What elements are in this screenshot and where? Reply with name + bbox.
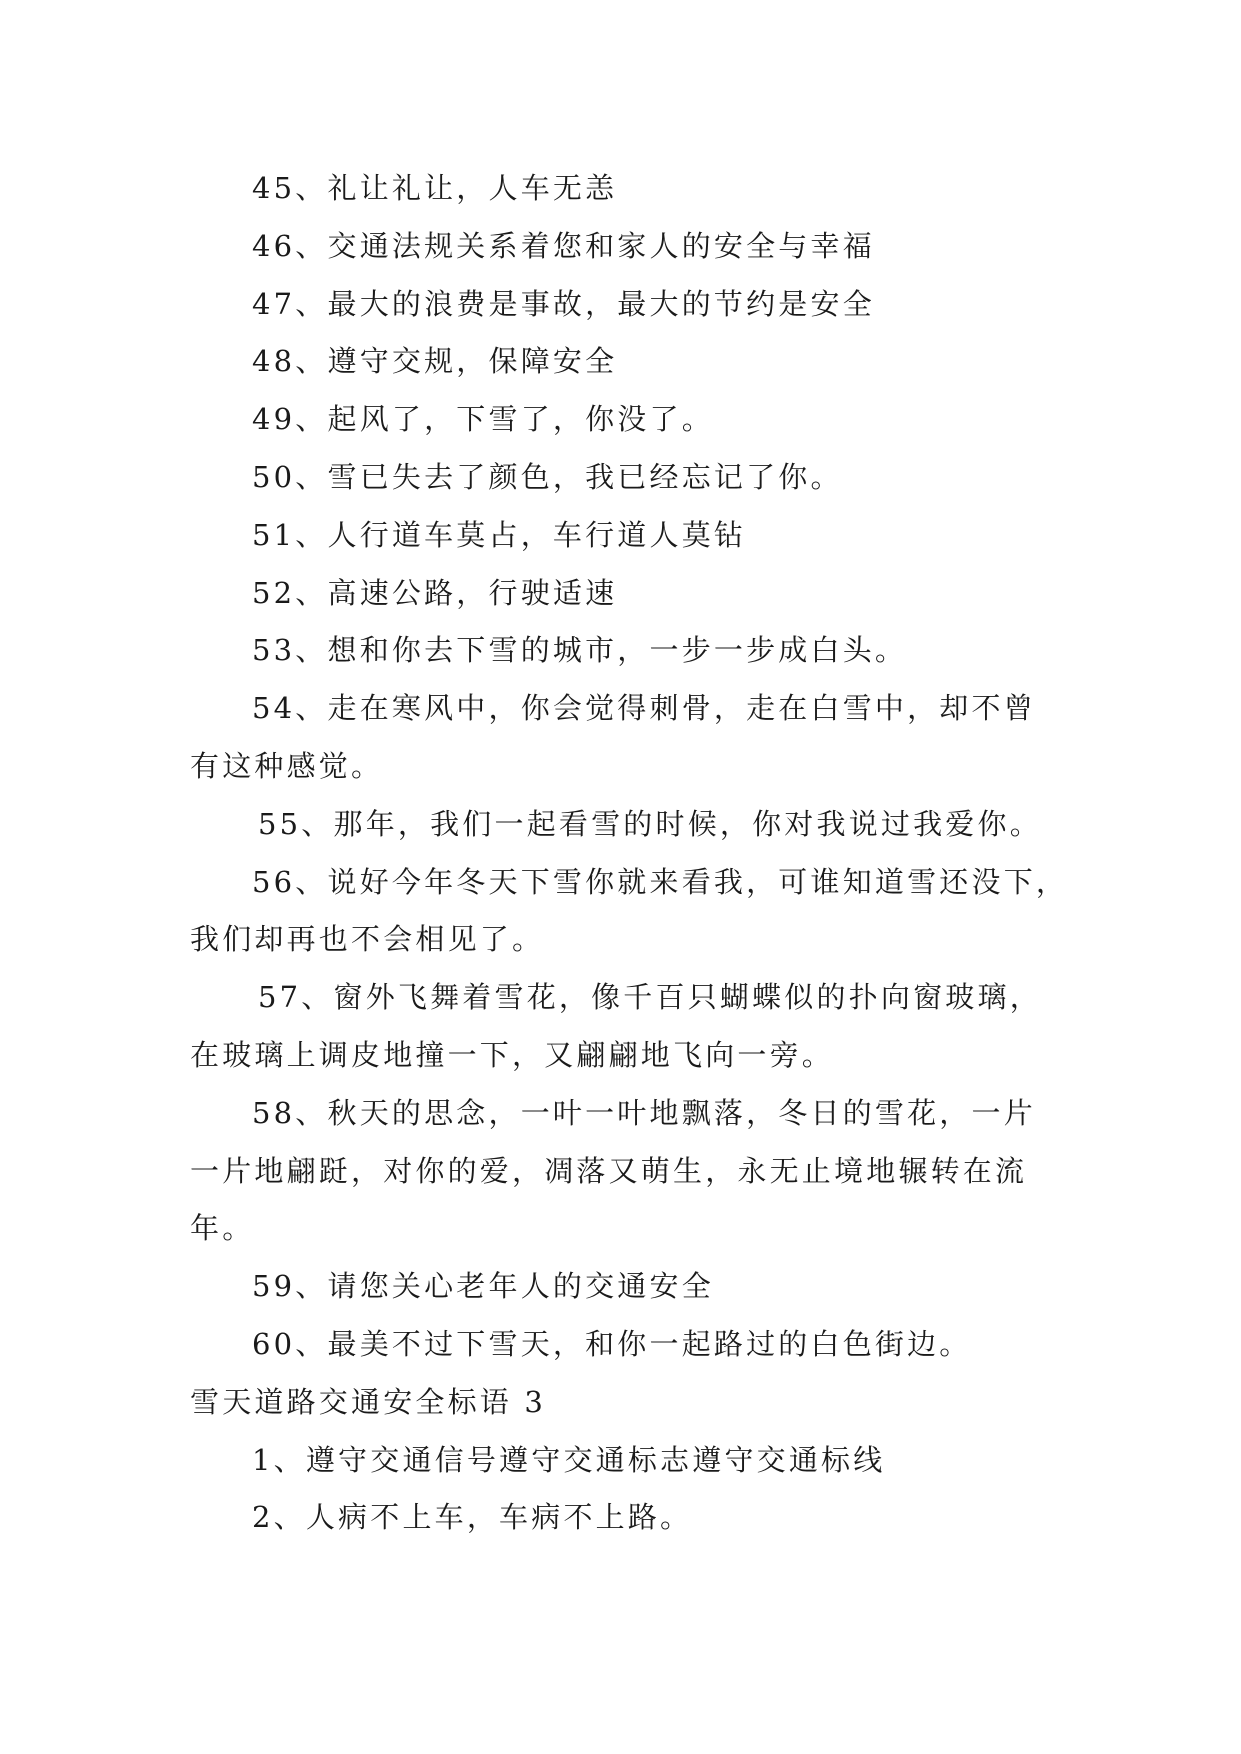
slogan-58-line-2: 一片地翩跹，对你的爱，凋落又萌生，永无止境地辗转在流 bbox=[190, 1153, 1028, 1188]
slogan-45: 45、礼让礼让，人车无恙 bbox=[252, 171, 618, 205]
slogan-55: 55、那年，我们一起看雪的时候，你对我说过我爱你。 bbox=[258, 806, 1042, 841]
slogan-53: 53、想和你去下雪的城市，一步一步成白头。 bbox=[252, 633, 908, 668]
slogan-49: 49、起风了，下雪了，你没了。 bbox=[252, 402, 714, 437]
document-body bbox=[190, 160, 1069, 1547]
slogan-47: 47、最大的浪费是事故，最大的节约是安全 bbox=[252, 286, 875, 321]
slogan-54-line-2: 有这种感觉。 bbox=[190, 748, 384, 783]
slogan-57-line-2: 在玻璃上调皮地撞一下，又翩翩地飞向一旁。 bbox=[190, 1037, 835, 1072]
slogan-52: 52、高速公路，行驶适速 bbox=[252, 575, 618, 610]
slogan-46: 46、交通法规关系着您和家人的安全与幸福 bbox=[252, 228, 875, 263]
slogan-51: 51、人行道车莫占，车行道人莫钻 bbox=[252, 517, 747, 552]
slogan-59: 59、请您关心老年人的交通安全 bbox=[252, 1269, 714, 1304]
slogan-56-line-1: 56、说好今年冬天下雪你就来看我，可谁知道雪还没下， bbox=[252, 864, 1069, 899]
section-3-slogan-1: 1、遵守交通信号遵守交通标志遵守交通标线 bbox=[252, 1442, 886, 1477]
slogan-50: 50、雪已失去了颜色，我已经忘记了你。 bbox=[252, 459, 843, 494]
slogan-57-line-1: 57、窗外飞舞着雪花，像千百只蝴蝶似的扑向窗玻璃， bbox=[258, 980, 1042, 1015]
section-heading: 雪天道路交通安全标语 3 bbox=[190, 1384, 547, 1419]
slogan-58-line-1: 58、秋天的思念，一叶一叶地飘落，冬日的雪花，一片 bbox=[252, 1095, 1036, 1130]
slogan-54-line-1: 54、走在寒风中，你会觉得刺骨，走在白雪中，却不曾 bbox=[252, 691, 1036, 726]
section-3-slogan-2: 2、人病不上车，车病不上路。 bbox=[252, 1500, 693, 1535]
slogan-48: 48、遵守交规，保障安全 bbox=[252, 344, 618, 379]
slogan-58-line-3: 年。 bbox=[190, 1211, 255, 1246]
slogan-56-line-2: 我们却再也不会相见了。 bbox=[190, 922, 545, 957]
slogan-60: 60、最美不过下雪天，和你一起路过的白色街边。 bbox=[252, 1326, 972, 1361]
